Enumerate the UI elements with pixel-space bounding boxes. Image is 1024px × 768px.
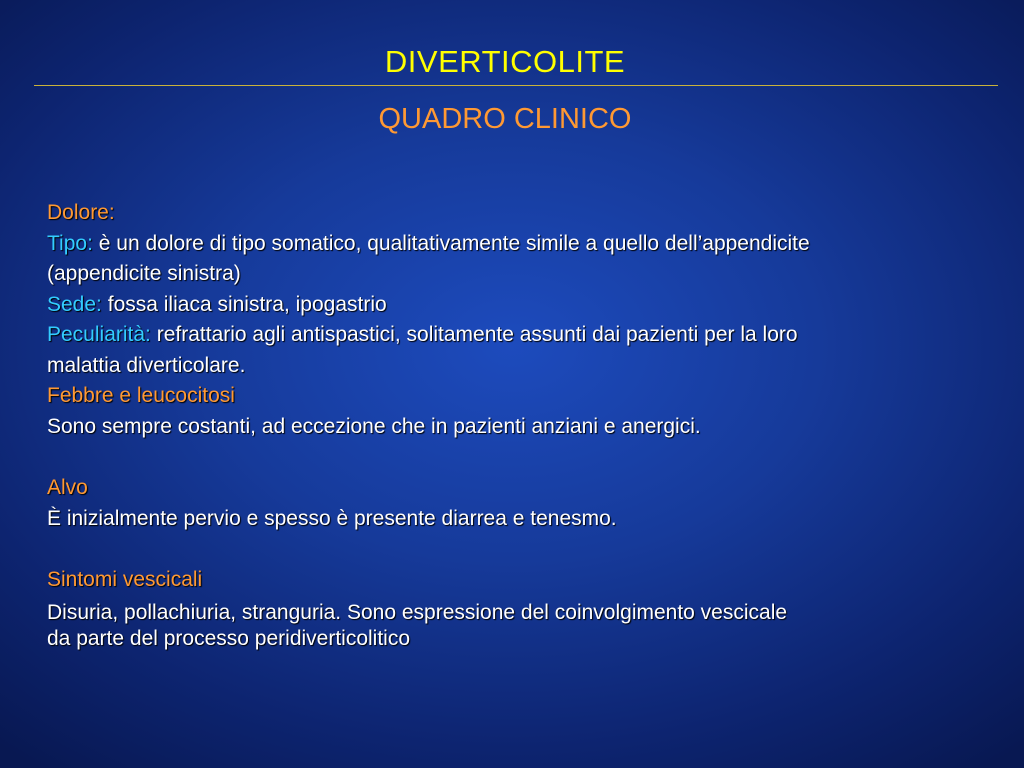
alvo-text: È inizialmente pervio e spesso è presente diarrea e tenesmo. xyxy=(47,506,617,530)
sede-line xyxy=(47,290,997,321)
sede-label: Sede: xyxy=(47,292,102,316)
spacer xyxy=(47,534,997,565)
sintomi-heading: Sintomi vescicali xyxy=(47,568,203,591)
slide-subtitle: QUADRO CLINICO xyxy=(378,103,632,135)
tipo-text: è un dolore di tipo somatico, qualitativamente simile a quello dell’appendicite xyxy=(98,231,810,255)
dolore-heading: Dolore: xyxy=(47,201,115,224)
alvo-heading: Alvo xyxy=(47,476,88,499)
sede-text: fossa iliaca sinistra, ipogastrio xyxy=(107,292,387,316)
peculiarita-line xyxy=(47,320,997,351)
title-divider xyxy=(34,85,998,86)
tipo-line xyxy=(47,229,997,260)
spacer xyxy=(47,442,997,473)
peculiarita-text-continued: malattia diverticolare. xyxy=(47,353,246,377)
tipo-label: Tipo: xyxy=(47,231,93,255)
slide-title: DIVERTICOLITE xyxy=(384,44,626,79)
tipo-text-continued: (appendicite sinistra) xyxy=(47,262,241,285)
febbre-text: Sono sempre costanti, ad eccezione che in pazienti anziani e anergici. xyxy=(47,414,701,438)
febbre-heading: Febbre e leucocitosi xyxy=(47,384,235,407)
peculiarita-text: refrattario agli antispastici, solitamente assunti dai pazienti per la loro xyxy=(156,323,798,346)
peculiarita-label: Peculiarità: xyxy=(47,323,151,346)
sintomi-text: Disuria, pollachiuria, stranguria. Sono espressione del coinvolgimento vescicale xyxy=(47,600,788,624)
slide-body xyxy=(47,198,997,655)
sintomi-text-continued: da parte del processo peridiverticolitico xyxy=(47,627,411,650)
